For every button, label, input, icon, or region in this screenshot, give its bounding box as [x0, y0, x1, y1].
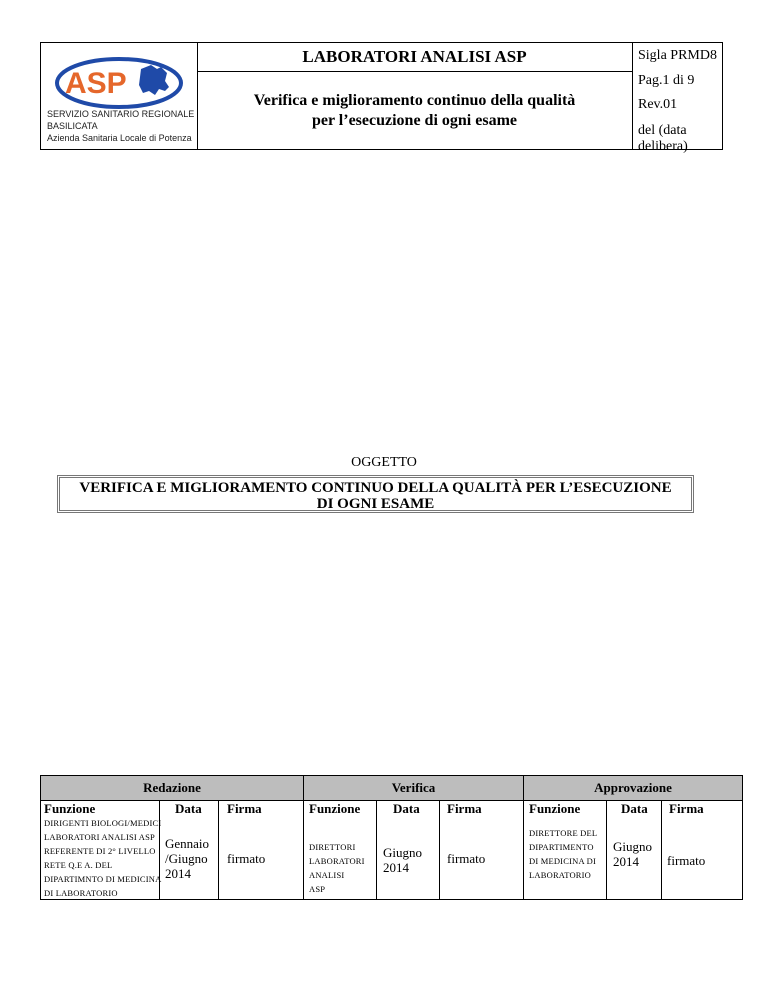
- redazione-header: Redazione: [41, 776, 303, 801]
- redazione-data: [165, 836, 209, 881]
- redazione-data-line: /Giugno: [165, 851, 208, 866]
- approvazione-data-line: 2014: [613, 854, 639, 869]
- redazione-h-data: Data: [175, 801, 202, 816]
- verifica-funzione-line: ANALISI: [309, 870, 345, 880]
- oggetto-line2: DI OGNI ESAME: [316, 496, 435, 512]
- title-cell: [197, 43, 633, 149]
- approvazione-h-firma: Firma: [669, 801, 704, 816]
- col-divider: [218, 801, 219, 899]
- approvazione-header: Approvazione: [524, 776, 742, 801]
- redazione-data-line: Gennaio: [165, 836, 210, 851]
- approvazione-h-funzione: Funzione: [529, 801, 581, 816]
- verifica-funzione-line: DIRETTORI: [309, 842, 356, 852]
- approvazione-funzione-line: DI MEDICINA DI: [529, 856, 597, 866]
- verifica-data: [383, 845, 422, 875]
- section-divider: [303, 776, 304, 899]
- header-title: LABORATORI ANALISI ASP: [197, 43, 632, 72]
- verifica-funzione-line: LABORATORI: [309, 856, 365, 866]
- col-divider: [661, 801, 662, 899]
- sigla: Sigla PRMD8: [638, 48, 717, 63]
- redazione-data-line: 2014: [165, 866, 191, 881]
- logo-brand: ASP: [65, 67, 127, 100]
- redazione-funzione-line: REFERENTE DI 2° LIVELLO: [44, 846, 156, 856]
- approvazione-data: [613, 839, 652, 869]
- col-divider: [376, 801, 377, 899]
- redazione-funzione-line: DIPARTIMNTO DI MEDICINA: [44, 874, 162, 884]
- pagina: Pag.1 di 9: [638, 73, 695, 88]
- approvazione-funzione-line: LABORATORIO: [529, 870, 592, 880]
- redazione-h-firma: Firma: [227, 801, 262, 816]
- redazione-funzione-line: DIRIGENTI BIOLOGI/MEDICI: [44, 818, 162, 828]
- redazione-funzione-line: DI LABORATORIO: [44, 888, 118, 898]
- col-divider: [439, 801, 440, 899]
- asp-logo-icon: [49, 55, 189, 111]
- verifica-firma: firmato: [447, 851, 486, 866]
- verifica-data-line: 2014: [383, 860, 409, 875]
- header-subtitle: [197, 72, 632, 149]
- verifica-data-line: Giugno: [383, 845, 422, 860]
- header-subtitle-line2: per l’esecuzione di ogni esame: [311, 111, 517, 129]
- redazione-funzione: [44, 816, 161, 900]
- section-divider: [523, 776, 524, 899]
- redazione-funzione-line: RETE Q.E A. DEL: [44, 860, 113, 870]
- approvazione-firma: firmato: [667, 853, 706, 868]
- approvazione-h-data: Data: [621, 801, 648, 816]
- verifica-h-funzione: Funzione: [309, 801, 361, 816]
- meta-cell: [632, 43, 722, 154]
- revisione: Rev.01: [638, 97, 678, 112]
- logo-line1: SERVIZIO SANITARIO REGIONALE: [47, 109, 195, 119]
- oggetto-box: [57, 475, 694, 513]
- logo-line2: BASILICATA: [47, 121, 98, 131]
- redazione-firma: firmato: [227, 851, 266, 866]
- approvazione-funzione: [529, 826, 597, 882]
- verifica-h-data: Data: [393, 801, 420, 816]
- approvazione-funzione-line: DIRETTORE DEL: [529, 828, 598, 838]
- redazione-funzione-line: LABORATORI ANALISI ASP: [44, 832, 155, 842]
- oggetto-line1: VERIFICA E MIGLIORAMENTO CONTINUO DELLA QUALITÀ PER L’ESECUZIONE: [79, 480, 672, 496]
- header-subtitle-line1: Verifica e miglioramento continuo della qualità: [253, 91, 576, 109]
- approvazione-funzione-line: DIPARTIMENTO: [529, 842, 594, 852]
- approvazione-data-line: Giugno: [613, 839, 652, 854]
- redazione-h-funzione: Funzione: [44, 801, 96, 816]
- logo-cell: [41, 43, 198, 149]
- data-delibera: del (data delibera): [638, 123, 688, 154]
- document-header: [40, 42, 723, 154]
- verifica-header: Verifica: [304, 776, 523, 801]
- logo-line3: Azienda Sanitaria Locale di Potenza: [47, 133, 192, 143]
- oggetto-label: OGGETTO: [351, 455, 417, 470]
- verifica-funzione: [309, 840, 365, 896]
- verifica-funzione-line: ASP: [309, 884, 326, 894]
- verifica-h-firma: Firma: [447, 801, 482, 816]
- signature-table: [40, 775, 743, 900]
- col-divider: [606, 801, 607, 899]
